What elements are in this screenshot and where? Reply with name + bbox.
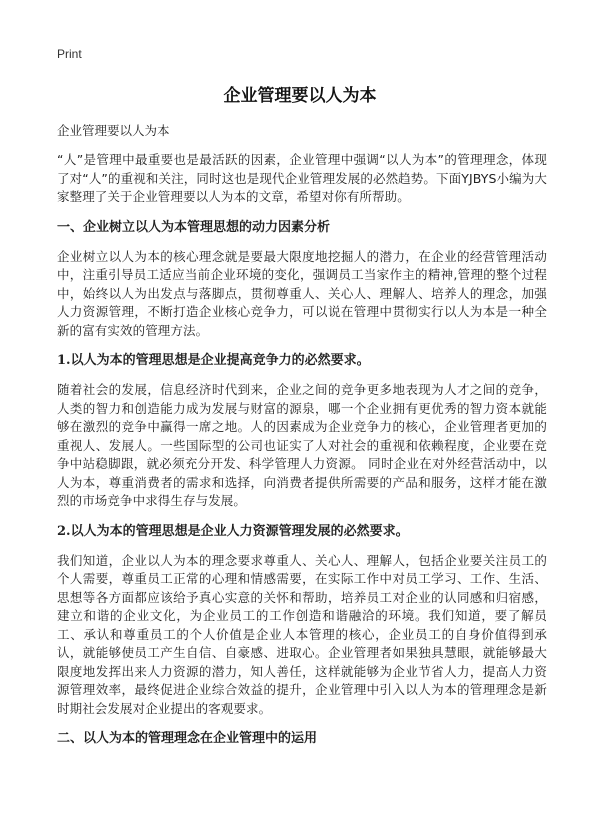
print-link[interactable]: Print: [57, 47, 82, 61]
point-1-paragraph: 随着社会的发展，信息经济时代到来，企业之间的竞争更多地表现为人才之间的竞争，人类的智力和创造能力成为发展与财富的源泉，哪一个企业拥有更优秀的智力资本就能够在激烈的竞争中赢得一席之地。人的因素成为企业竞争力的核心，企业管理者更加的重视人、发展人。一些国际型的公司也证实了人对社会的重视和依赖程度，企业要在竞争中站稳脚跟，就必须充分开发、科学管理人力资源。 同时企业在对外经营活动中，以人为本，尊重消费者的需求和选择，向消费者提供所需要的产品和服务，这样才能在激烈的市场竞争中求得生存与发展。: [57, 382, 547, 508]
section-1-paragraph: 企业树立以人为本的核心理念就是要最大限度地挖掘人的潜力，在企业的经营管理活动中，注重引导员工适应当前企业环境的变化，强调员工当家作主的精神,管理的整个过程中，始终以人为出发点与落脚点，贯彻尊重人、关心人、理解人、培养人的理念，加强人力资源管理，不断打造企业核心竞争力，可以说在管理中贯彻实行以人为本是一种全新的富有实效的管理方法。: [57, 248, 547, 338]
section-1-heading: 一、企业树立以人为本管理思想的动力因素分析: [57, 219, 331, 235]
intro-paragraph: “人”是管理中最重要也是最活跃的因素，企业管理中强调“以人为本”的管理理念，体现了对“人”的重视和关注，同时这也是现代企业管理发展的必然趋势。下面YJBYS小编为大家整理了关于企业管理要以人为本的文章，希望对你有所帮助。: [57, 152, 547, 204]
point-1-heading: 1.以人为本的管理思想是企业提高竞争力的必然要求。: [57, 353, 370, 368]
section-2-heading: 二、以人为本的管理理念在企业管理中的运用: [57, 731, 318, 746]
article-body: [57, 121, 547, 759]
point-2-paragraph: 我们知道，企业以人为本的理念要求尊重人、关心人、理解人，包括企业要关注员工的个人需要，尊重员工正常的心理和情感需要，在实际工作中对员工学习、工作、生活、思想等各方面都应该给予真心实意的关怀和帮助，培养员工对企业的认同感和归宿感，建立和谐的企业文化，为企业员工的工作创造和谐融洽的环境。我们知道，要了解员工、承认和尊重员工的个人价值是企业人本管理的核心，企业员工的自身价值得到承认，就能够使员工产生自信、自豪感、进取心。企业管理者如果独具慧眼，就能够最大限度地发挥出来人力资源的潜力，知人善任，这样就能够为企业节省人力，提高人力资源管理效率，最终促进企业综合效益的提升，企业管理中引入以人为本的管理理念是新时期社会发展对企业提出的客观要求。: [57, 552, 547, 716]
page-title: 企业管理要以人为本: [223, 86, 377, 106]
point-2-heading: 2.以人为本的管理思想是企业人力资源管理发展的必然要求。: [57, 523, 409, 539]
article-subtitle: 企业管理要以人为本: [57, 123, 170, 138]
